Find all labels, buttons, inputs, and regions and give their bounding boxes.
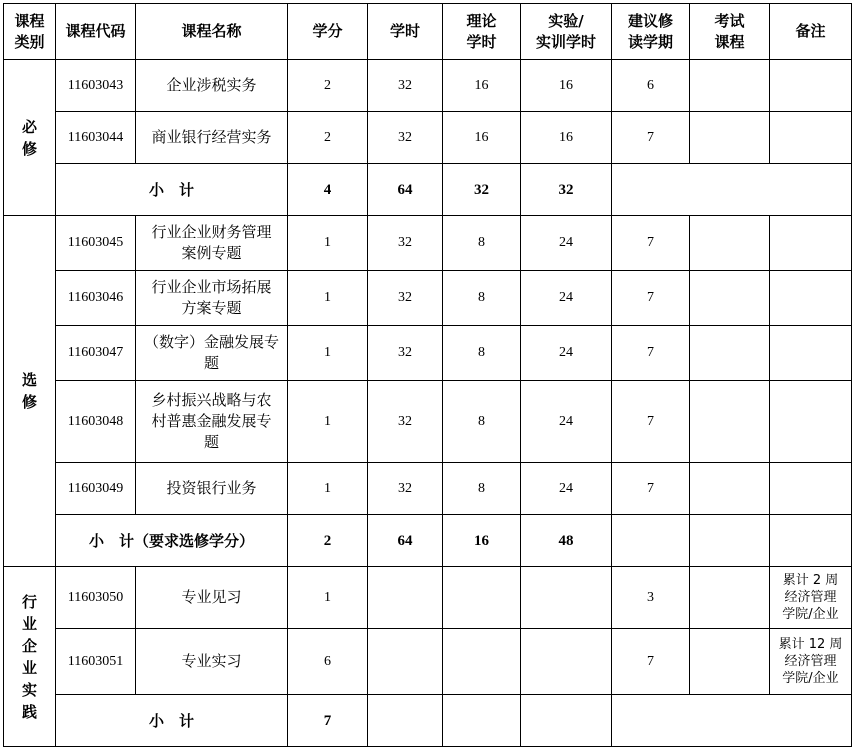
hours-cell: 32 <box>368 326 443 381</box>
remark-cell <box>770 271 852 326</box>
subtotal-theory: 32 <box>443 164 521 216</box>
remark-cell: 累计 12 周 经济管理 学院/企业 <box>770 629 852 695</box>
hours-cell: 32 <box>368 271 443 326</box>
theory-cell: 16 <box>443 112 521 164</box>
course-name: 专业见习 <box>136 567 288 629</box>
table-row <box>4 112 852 164</box>
header-practice: 实验/ 实训学时 <box>521 4 612 60</box>
table-row <box>4 60 852 112</box>
course-name: 商业银行经营实务 <box>136 112 288 164</box>
category-required: 必 修 <box>4 60 56 216</box>
remark-cell <box>770 112 852 164</box>
header-term: 建议修 读学期 <box>612 4 690 60</box>
course-name: 投资银行业务 <box>136 463 288 515</box>
hours-cell: 32 <box>368 112 443 164</box>
remark-cell: 累计 2 周 经济管理 学院/企业 <box>770 567 852 629</box>
course-code: 11603048 <box>56 381 136 463</box>
subtotal-credits: 4 <box>288 164 368 216</box>
theory-cell <box>443 629 521 695</box>
term-cell: 3 <box>612 567 690 629</box>
term-cell: 7 <box>612 326 690 381</box>
term-cell: 7 <box>612 381 690 463</box>
practice-cell: 24 <box>521 463 612 515</box>
subtotal-row <box>4 164 852 216</box>
practice-cell: 24 <box>521 216 612 271</box>
exam-cell <box>690 515 770 567</box>
category-elective: 选 修 <box>4 216 56 567</box>
subtotal-empty <box>612 695 852 747</box>
term-cell: 7 <box>612 112 690 164</box>
credits-cell: 1 <box>288 271 368 326</box>
theory-cell: 8 <box>443 381 521 463</box>
course-code: 11603046 <box>56 271 136 326</box>
course-code: 11603044 <box>56 112 136 164</box>
subtotal-hours: 64 <box>368 164 443 216</box>
exam-cell <box>690 216 770 271</box>
practice-cell <box>521 629 612 695</box>
table-row <box>4 381 852 463</box>
hours-cell: 32 <box>368 60 443 112</box>
course-code: 11603043 <box>56 60 136 112</box>
header-credits: 学分 <box>288 4 368 60</box>
remark-cell <box>770 463 852 515</box>
subtotal-theory <box>443 695 521 747</box>
credits-cell: 1 <box>288 326 368 381</box>
practice-cell <box>521 567 612 629</box>
course-name: 乡村振兴战略与农 村普惠金融发展专 题 <box>136 381 288 463</box>
exam-cell <box>690 271 770 326</box>
course-table <box>3 3 852 747</box>
credits-cell: 6 <box>288 629 368 695</box>
credits-cell: 2 <box>288 112 368 164</box>
theory-cell: 8 <box>443 216 521 271</box>
hours-cell: 32 <box>368 381 443 463</box>
term-cell: 7 <box>612 271 690 326</box>
subtotal-label: 小 计 <box>56 164 288 216</box>
practice-cell: 16 <box>521 60 612 112</box>
exam-cell <box>690 567 770 629</box>
remark-cell <box>770 326 852 381</box>
subtotal-practice <box>521 695 612 747</box>
credits-cell: 1 <box>288 216 368 271</box>
term-cell <box>612 515 690 567</box>
practice-cell: 24 <box>521 326 612 381</box>
theory-cell: 8 <box>443 463 521 515</box>
hours-cell: 32 <box>368 463 443 515</box>
credits-cell: 1 <box>288 567 368 629</box>
subtotal-practice: 32 <box>521 164 612 216</box>
subtotal-row <box>4 695 852 747</box>
table-row <box>4 326 852 381</box>
term-cell: 6 <box>612 60 690 112</box>
table-row <box>4 629 852 695</box>
subtotal-hours <box>368 695 443 747</box>
credits-cell: 2 <box>288 60 368 112</box>
course-code: 11603051 <box>56 629 136 695</box>
course-name: 专业实习 <box>136 629 288 695</box>
practice-cell: 24 <box>521 271 612 326</box>
remark-cell <box>770 515 852 567</box>
header-theory: 理论 学时 <box>443 4 521 60</box>
subtotal-hours: 64 <box>368 515 443 567</box>
table-row <box>4 463 852 515</box>
theory-cell: 16 <box>443 60 521 112</box>
hours-cell <box>368 567 443 629</box>
remark-cell <box>770 60 852 112</box>
exam-cell <box>690 326 770 381</box>
exam-cell <box>690 629 770 695</box>
subtotal-theory: 16 <box>443 515 521 567</box>
theory-cell <box>443 567 521 629</box>
header-name: 课程名称 <box>136 4 288 60</box>
subtotal-credits: 7 <box>288 695 368 747</box>
category-practice: 行 业 企 业 实 践 <box>4 567 56 747</box>
subtotal-credits: 2 <box>288 515 368 567</box>
remark-cell <box>770 381 852 463</box>
subtotal-empty <box>612 164 852 216</box>
practice-cell: 24 <box>521 381 612 463</box>
exam-cell <box>690 381 770 463</box>
credits-cell: 1 <box>288 381 368 463</box>
subtotal-practice: 48 <box>521 515 612 567</box>
course-name: （数字）金融发展专 题 <box>136 326 288 381</box>
table-row <box>4 271 852 326</box>
header-code: 课程代码 <box>56 4 136 60</box>
remark-cell <box>770 216 852 271</box>
exam-cell <box>690 463 770 515</box>
term-cell: 7 <box>612 463 690 515</box>
course-name: 企业涉税实务 <box>136 60 288 112</box>
subtotal-label: 小 计（要求选修学分） <box>56 515 288 567</box>
course-code: 11603047 <box>56 326 136 381</box>
header-category: 课程 类别 <box>4 4 56 60</box>
exam-cell <box>690 60 770 112</box>
theory-cell: 8 <box>443 271 521 326</box>
practice-cell: 16 <box>521 112 612 164</box>
course-code: 11603049 <box>56 463 136 515</box>
theory-cell: 8 <box>443 326 521 381</box>
course-code: 11603050 <box>56 567 136 629</box>
table-row <box>4 216 852 271</box>
subtotal-row <box>4 515 852 567</box>
course-code: 11603045 <box>56 216 136 271</box>
credits-cell: 1 <box>288 463 368 515</box>
course-name: 行业企业市场拓展 方案专题 <box>136 271 288 326</box>
table-row <box>4 567 852 629</box>
subtotal-label: 小 计 <box>56 695 288 747</box>
header-row <box>4 4 852 60</box>
course-name: 行业企业财务管理 案例专题 <box>136 216 288 271</box>
hours-cell: 32 <box>368 216 443 271</box>
exam-cell <box>690 112 770 164</box>
header-hours: 学时 <box>368 4 443 60</box>
term-cell: 7 <box>612 629 690 695</box>
term-cell: 7 <box>612 216 690 271</box>
header-exam: 考试 课程 <box>690 4 770 60</box>
header-remark: 备注 <box>770 4 852 60</box>
hours-cell <box>368 629 443 695</box>
